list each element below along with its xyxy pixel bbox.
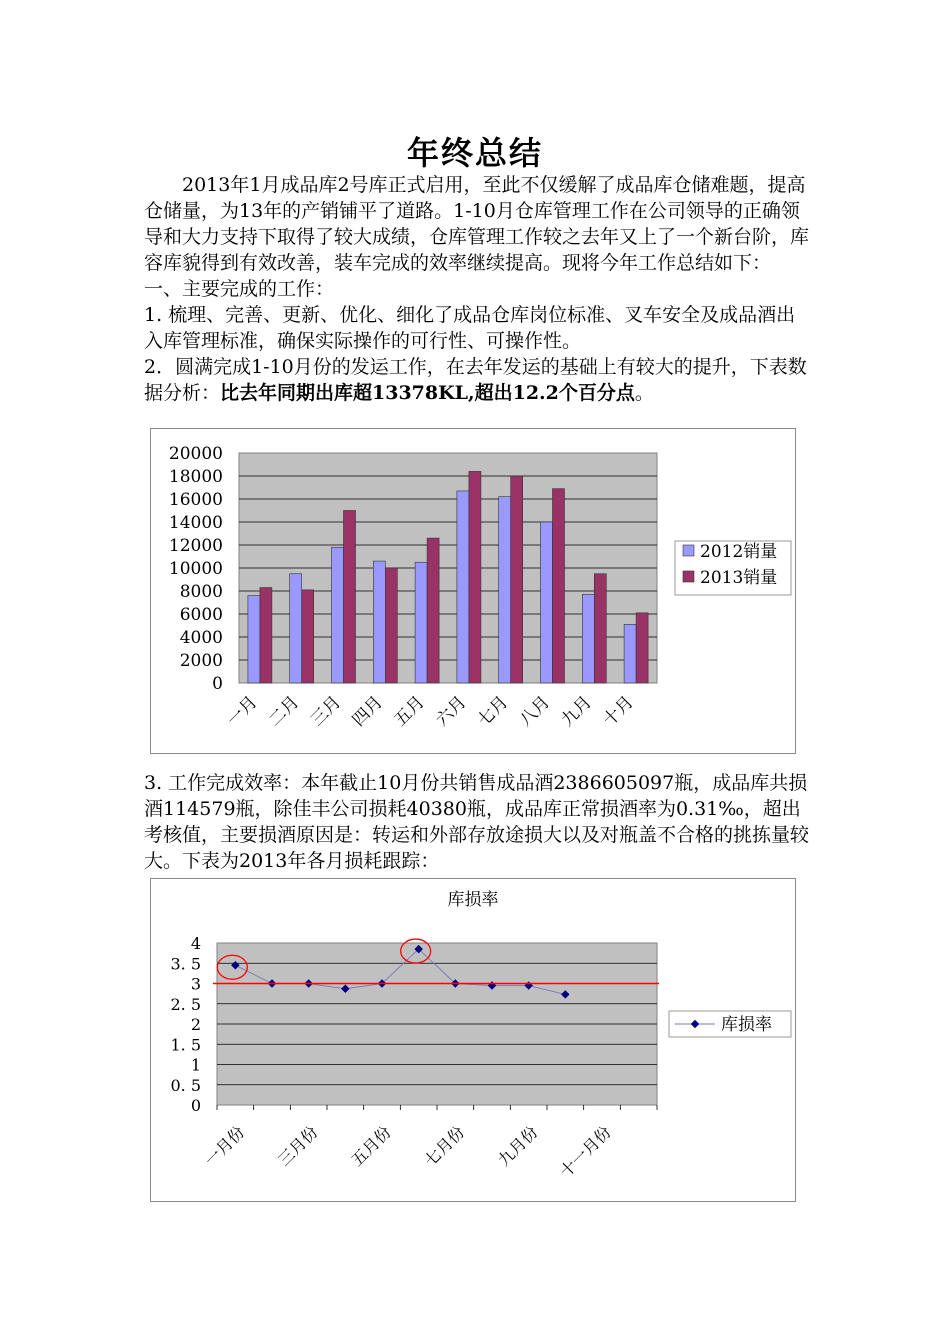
x-tick-label: 五月 <box>390 692 429 731</box>
bar <box>457 491 469 683</box>
y-tick-label: 2 <box>190 1015 201 1034</box>
bar <box>344 511 356 684</box>
y-tick-label: 16000 <box>168 490 223 510</box>
bar <box>427 538 439 683</box>
y-tick-label: 14000 <box>168 513 223 533</box>
item-3-block <box>144 770 809 874</box>
y-tick-label: 0. 5 <box>170 1075 201 1095</box>
document-title: 年终总结 <box>406 134 543 172</box>
legend-swatch <box>683 545 694 556</box>
loss-rate-chart <box>150 878 796 1202</box>
bar <box>248 596 260 683</box>
y-tick-label: 12000 <box>168 536 223 556</box>
x-tick-label: 三月 <box>306 692 346 731</box>
item-2-highlight: 比去年同期出库超13378KL,超出12.2个百分点 <box>220 382 635 404</box>
bar <box>373 561 385 683</box>
y-tick-label: 18000 <box>168 467 223 487</box>
y-tick-label: 10000 <box>168 559 223 579</box>
bar <box>541 522 553 683</box>
y-tick-label: 0 <box>190 1096 201 1115</box>
item-2-end: 。 <box>634 382 654 404</box>
bar <box>290 574 302 683</box>
x-tick-label: 一月份 <box>200 1122 249 1170</box>
x-tick-label: 七月 <box>474 692 513 731</box>
sales-chart-svg <box>151 429 795 753</box>
bar <box>469 471 481 683</box>
y-tick-label: 3. 5 <box>170 954 201 974</box>
bar <box>302 590 314 683</box>
chart-title: 库损率 <box>447 890 499 910</box>
x-tick-label: 四月 <box>348 692 387 731</box>
item-2-text: 2．圆满完成1-10月份的发运工作，在去年发运的基础上有较大的提升，下表数据分析： <box>144 356 807 404</box>
y-tick-label: 20000 <box>168 444 223 464</box>
sales-chart <box>150 428 796 754</box>
x-tick-label: 八月 <box>515 692 555 731</box>
bar <box>499 497 511 683</box>
x-tick-label: 十一月份 <box>556 1122 615 1182</box>
legend-label: 2012销量 <box>700 542 778 562</box>
section-heading: 一、主要完成的工作： <box>144 278 335 300</box>
legend-label: 库损率 <box>721 1015 772 1035</box>
y-tick-label: 0 <box>212 674 223 694</box>
bar <box>385 568 397 683</box>
x-tick-label: 二月 <box>265 692 304 731</box>
bar <box>511 476 523 683</box>
y-tick-label: 3 <box>190 974 201 994</box>
bar <box>594 574 606 683</box>
bar <box>624 624 636 683</box>
intro-paragraph: 2013年1月成品库2号库正式启用，至此不仅缓解了成品库仓储难题，提高仓储量，为13年的产销铺平了道路。1-10月仓库管理工作在公司领导的正确领导和大力支持下取得了较大成绩，仓库管理工作较之去年又上了一个新台阶，库容库貌得到有效改善，装车完成的效率继续提高。现将今年工作总结如下： <box>144 174 810 274</box>
y-tick-label: 6000 <box>179 605 223 625</box>
y-tick-label: 1 <box>190 1055 201 1075</box>
y-tick-label: 2. 5 <box>170 994 201 1014</box>
legend-swatch <box>683 571 694 582</box>
document-body <box>144 172 809 406</box>
y-tick-label: 4 <box>190 934 201 953</box>
bar <box>260 588 272 683</box>
x-tick-label: 三月份 <box>274 1122 322 1170</box>
legend-label: 2013销量 <box>700 568 778 588</box>
loss-rate-chart-svg <box>151 879 795 1201</box>
item-2 <box>144 354 809 406</box>
x-tick-label: 六月 <box>432 692 471 731</box>
x-tick-label: 十月 <box>599 692 638 731</box>
bar <box>332 547 344 683</box>
item-3: 3. 工作完成效率：本年截止10月份共销售成品酒2386605097瓶，成品库共损酒114579瓶，除佳丰公司损耗40380瓶，成品库正常损酒率为0.31‰，超出考核值，主要损酒原因是：转运和外部存放途损大以及对瓶盖不合格的挑拣量较大。下表为2013年各月损耗跟踪： <box>144 772 810 872</box>
item-1: 1. 梳理、完善、更新、优化、细化了成品仓库岗位标准、叉车安全及成品酒出入库管理标准，确保实际操作的可行性、可操作性。 <box>144 304 796 352</box>
x-tick-label: 五月份 <box>347 1122 395 1170</box>
bar <box>582 594 594 683</box>
y-tick-label: 1. 5 <box>170 1035 201 1055</box>
bar <box>415 562 427 683</box>
x-tick-label: 九月份 <box>494 1122 542 1170</box>
x-tick-label: 一月 <box>223 692 262 731</box>
bar <box>636 613 648 683</box>
x-tick-label: 七月份 <box>420 1122 469 1170</box>
y-tick-label: 4000 <box>179 628 223 648</box>
y-tick-label: 8000 <box>179 582 223 602</box>
y-tick-label: 2000 <box>179 651 223 671</box>
bar <box>553 489 565 683</box>
x-tick-label: 九月 <box>557 692 596 731</box>
